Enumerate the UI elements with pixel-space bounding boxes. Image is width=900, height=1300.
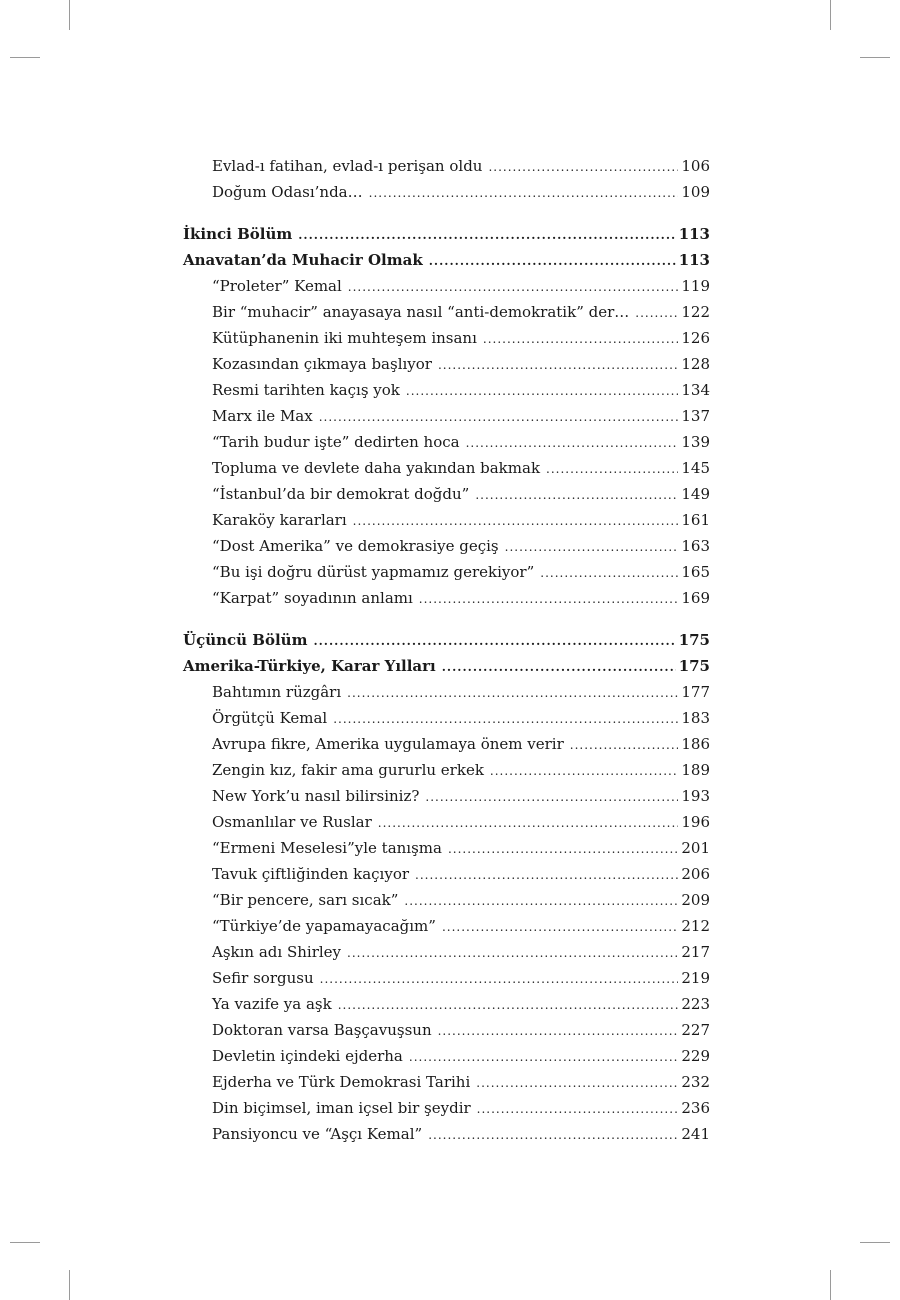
toc-entry (183, 705, 710, 731)
toc-entry (183, 913, 710, 939)
dot-leader (635, 300, 678, 326)
crop-mark-top-left (69, 0, 70, 30)
dot-leader (404, 888, 678, 914)
toc-entry (183, 783, 710, 809)
toc-entry-title: Doktoran varsa Başçavuşsun (212, 1021, 432, 1039)
toc-entry (183, 481, 710, 507)
dot-leader (505, 534, 679, 560)
toc-entry-title: Ya vazife ya aşk (212, 995, 332, 1013)
toc-entry (183, 939, 710, 965)
toc-entry (183, 757, 710, 783)
toc-entry-title: Din biçimsel, iman içsel bir şeydir (212, 1099, 471, 1117)
toc-entry-page: 229 (681, 1047, 710, 1065)
toc-entry-page: 217 (681, 943, 710, 961)
toc-entry-title: “İstanbul’da bir demokrat doğdu” (212, 485, 470, 503)
dot-leader (333, 706, 678, 732)
toc-entry (183, 991, 710, 1017)
toc-entry (183, 861, 710, 887)
toc-entry-title: “Bu işi doğru dürüst yapmamız gerekiyor” (212, 563, 535, 581)
dot-leader (378, 810, 679, 836)
toc-entry-page: 128 (681, 355, 710, 373)
dot-leader (353, 508, 679, 534)
dot-leader (409, 1044, 678, 1070)
crop-mark-right-lower (860, 1242, 890, 1243)
toc-entry-title: “Dost Amerika” ve demokrasiye geçiş (212, 537, 499, 555)
toc-entry-title: Osmanlılar ve Ruslar (212, 813, 372, 831)
section-gap (183, 611, 710, 627)
toc-entry (183, 1069, 710, 1095)
dot-leader (415, 862, 678, 888)
toc-entry-page: 145 (681, 459, 710, 477)
toc-part-title: Anavatan’da Muhacir Olmak (183, 251, 423, 269)
dot-leader (425, 784, 678, 810)
toc-part-heading (183, 653, 710, 679)
dot-leader (429, 248, 676, 274)
toc-entry-title: Bahtımın rüzgârı (212, 683, 342, 701)
toc-entry-page: 196 (681, 813, 710, 831)
toc-entry-title: “Tarih budur işte” dedirten hoca (212, 433, 460, 451)
crop-mark-right-upper (860, 57, 890, 58)
toc-entry (183, 731, 710, 757)
toc-entry-page: 232 (681, 1073, 710, 1091)
toc-entry-page: 183 (681, 709, 710, 727)
dot-leader (438, 352, 678, 378)
toc-entry (183, 809, 710, 835)
toc-entry-title: Marx ile Max (212, 407, 313, 425)
toc-entry-title: Topluma ve devlete daha yakından bakmak (212, 459, 541, 477)
toc-entry-title: Zengin kız, fakir ama gururlu erkek (212, 761, 484, 779)
toc-part-heading (183, 221, 710, 247)
toc-entry-page: 227 (681, 1021, 710, 1039)
dot-leader (348, 274, 679, 300)
dot-leader (438, 1018, 679, 1044)
crop-mark-left-lower (10, 1242, 40, 1243)
toc-entry (183, 1017, 710, 1043)
toc-entry-title: “Karpat” soyadının anlamı (212, 589, 413, 607)
toc-entry (183, 179, 710, 205)
crop-mark-bottom-right (830, 1270, 831, 1300)
dot-leader (466, 430, 679, 456)
toc-entry (183, 1043, 710, 1069)
toc-entry-page: 109 (681, 183, 710, 201)
dot-leader (490, 758, 678, 784)
toc-entry-page: 193 (681, 787, 710, 805)
toc-entry-page: 119 (681, 277, 710, 295)
toc-entry-title: Doğum Odası’nda… (212, 183, 363, 201)
dot-leader (475, 482, 678, 508)
toc-entry-page: 149 (681, 485, 710, 503)
toc-entry (183, 1095, 710, 1121)
crop-mark-bottom-left (69, 1270, 70, 1300)
toc-entry (183, 887, 710, 913)
dot-leader (540, 560, 678, 586)
dot-leader (338, 992, 679, 1018)
toc-entry (183, 679, 710, 705)
toc-entry (183, 429, 710, 455)
toc-entry-title: Devletin içindeki ejderha (212, 1047, 403, 1065)
toc-entry (183, 377, 710, 403)
toc-entry (183, 585, 710, 611)
toc-entry-page: 223 (681, 995, 710, 1013)
dot-leader (320, 966, 679, 992)
toc-entry (183, 1121, 710, 1147)
table-of-contents (183, 153, 710, 1147)
toc-part-page: 113 (678, 225, 710, 243)
dot-leader (488, 154, 678, 180)
dot-leader (419, 586, 679, 612)
toc-entry (183, 403, 710, 429)
toc-part-page: 175 (678, 657, 710, 675)
toc-entry-title: Kozasından çıkmaya başlıyor (212, 355, 432, 373)
crop-mark-top-right (830, 0, 831, 30)
toc-entry-title: “Türkiye’de yapamayacağım” (212, 917, 436, 935)
dot-leader (442, 914, 678, 940)
toc-entry-page: 236 (681, 1099, 710, 1117)
toc-entry-page: 209 (681, 891, 710, 909)
toc-entry-title: Evlad-ı fatihan, evlad-ı perişan oldu (212, 157, 483, 175)
toc-entry-page: 126 (681, 329, 710, 347)
toc-entry-page: 219 (681, 969, 710, 987)
toc-entry-title: Örgütçü Kemal (212, 709, 328, 727)
toc-entry (183, 835, 710, 861)
dot-leader (448, 836, 678, 862)
toc-entry-page: 201 (681, 839, 710, 857)
toc-entry (183, 533, 710, 559)
toc-entry (183, 455, 710, 481)
toc-entry-title: “Ermeni Meselesi”yle tanışma (212, 839, 442, 857)
toc-part-page: 113 (678, 251, 710, 269)
toc-entry (183, 325, 710, 351)
toc-entry-page: 177 (681, 683, 710, 701)
crop-mark-left-upper (10, 57, 40, 58)
dot-leader (347, 680, 678, 706)
dot-leader (476, 1070, 678, 1096)
toc-entry-title: Resmi tarihten kaçış yok (212, 381, 400, 399)
toc-entry-page: 186 (681, 735, 710, 753)
toc-entry-page: 106 (681, 157, 710, 175)
toc-entry (183, 299, 710, 325)
toc-entry-page: 169 (681, 589, 710, 607)
dot-leader (319, 404, 679, 430)
toc-entry-title: Aşkın adı Shirley (212, 943, 342, 961)
toc-part-page: 175 (678, 631, 710, 649)
dot-leader (347, 940, 678, 966)
dot-leader (313, 628, 675, 654)
dot-leader (483, 326, 678, 352)
toc-entry-page: 189 (681, 761, 710, 779)
toc-part-title: Amerika-Türkiye, Karar Yılları (183, 657, 436, 675)
toc-entry-title: Tavuk çiftliğinden kaçıyor (212, 865, 410, 883)
toc-entry-title: Kütüphanenin iki muhteşem insanı (212, 329, 477, 347)
toc-entry (183, 153, 710, 179)
toc-entry (183, 351, 710, 377)
toc-entry-page: 163 (681, 537, 710, 555)
toc-entry-page: 206 (681, 865, 710, 883)
toc-part-title: İkinci Bölüm (183, 225, 293, 243)
toc-part-title: Üçüncü Bölüm (183, 631, 308, 649)
toc-entry-page: 137 (681, 407, 710, 425)
dot-leader (406, 378, 678, 404)
dot-leader (298, 222, 675, 248)
dot-leader (546, 456, 678, 482)
toc-part-heading (183, 247, 710, 273)
toc-entry-title: Avrupa fikre, Amerika uygulamaya önem verir (212, 735, 564, 753)
toc-entry-page: 165 (681, 563, 710, 581)
toc-entry-page: 139 (681, 433, 710, 451)
toc-entry-title: Pansiyoncu ve “Aşçı Kemal” (212, 1125, 423, 1143)
toc-entry-title: Sefir sorgusu (212, 969, 314, 987)
dot-leader (477, 1096, 679, 1122)
toc-entry (183, 965, 710, 991)
section-gap (183, 205, 710, 221)
toc-entry-title: New York’u nasıl bilirsiniz? (212, 787, 420, 805)
toc-part-heading (183, 627, 710, 653)
toc-entry-title: Karaköy kararları (212, 511, 347, 529)
toc-entry-title: “Proleter” Kemal (212, 277, 342, 295)
dot-leader (369, 180, 679, 206)
dot-leader (442, 654, 676, 680)
toc-entry-title: Bir “muhacir” anayasaya nasıl “anti-demokratik” der… (212, 303, 630, 321)
dot-leader (570, 732, 679, 758)
toc-entry (183, 273, 710, 299)
toc-entry-page: 212 (681, 917, 710, 935)
toc-entry-title: Ejderha ve Türk Demokrasi Tarihi (212, 1073, 471, 1091)
toc-entry-page: 122 (681, 303, 710, 321)
toc-entry-page: 134 (681, 381, 710, 399)
toc-entry (183, 507, 710, 533)
dot-leader (428, 1122, 678, 1148)
toc-entry-title: “Bir pencere, sarı sıcak” (212, 891, 399, 909)
toc-entry-page: 161 (681, 511, 710, 529)
toc-entry (183, 559, 710, 585)
toc-entry-page: 241 (681, 1125, 710, 1143)
